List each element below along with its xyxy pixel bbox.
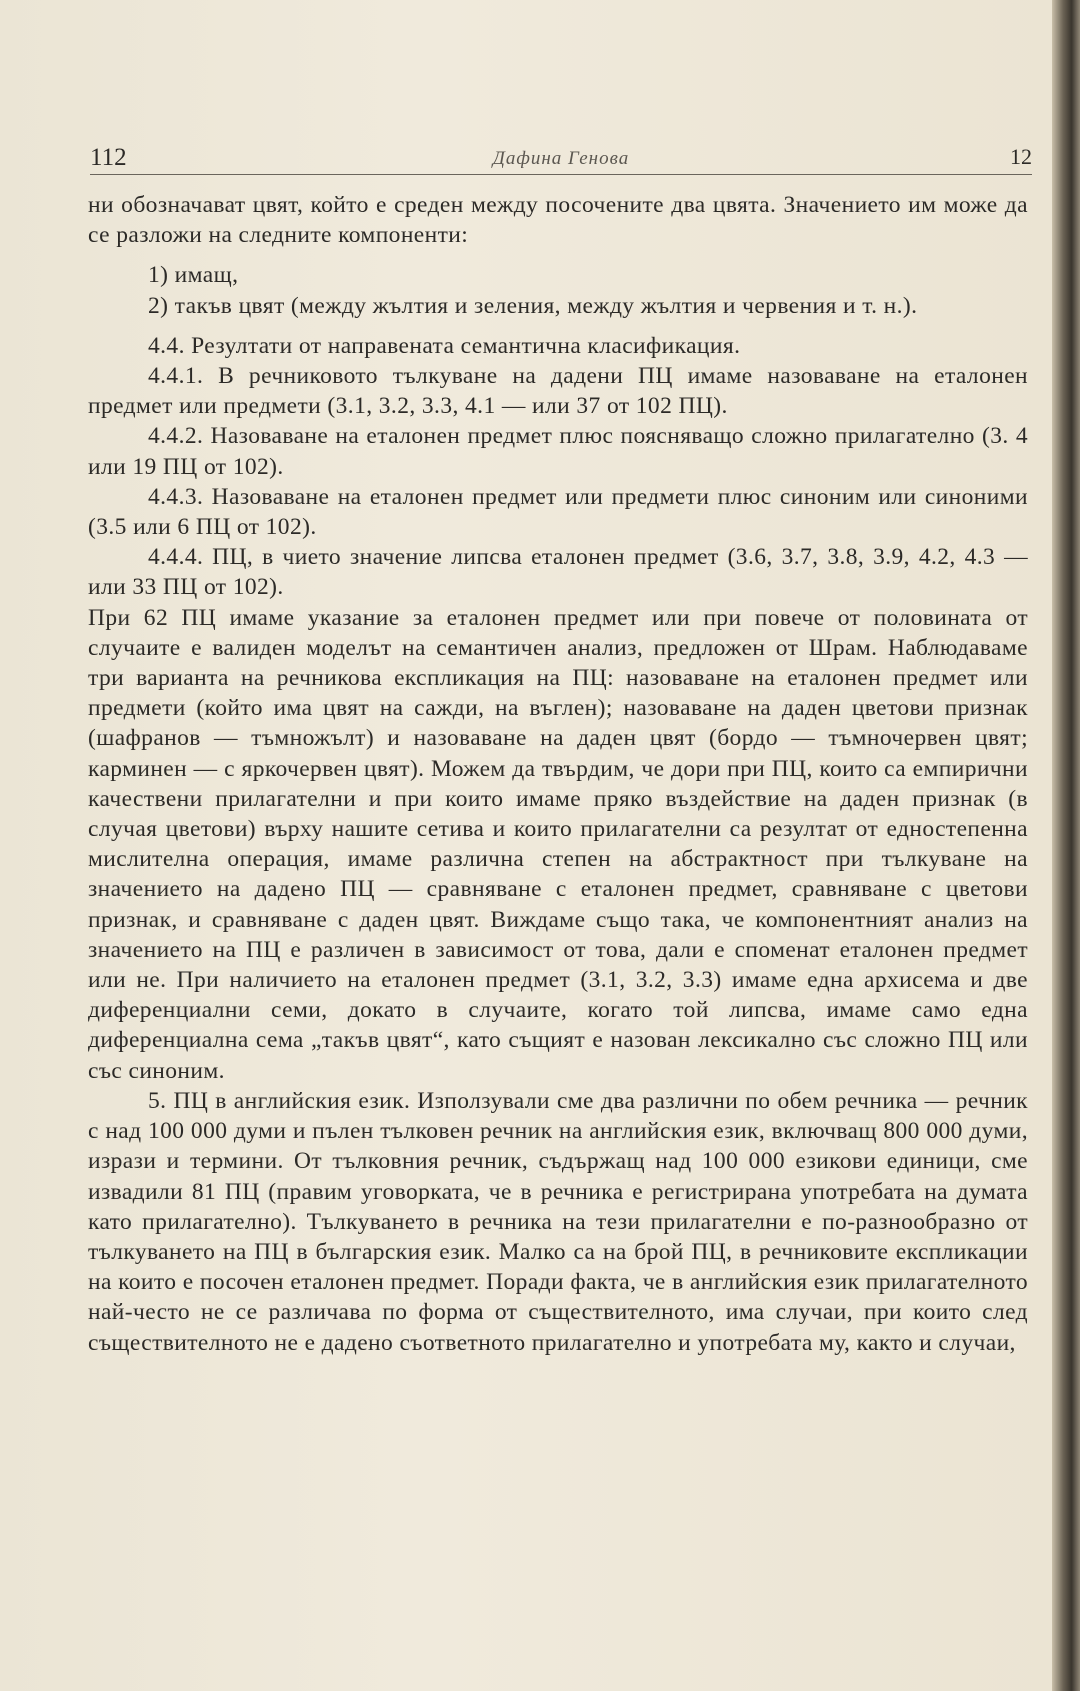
body-text	[88, 190, 1028, 1358]
running-title: Дафина Генова	[492, 148, 630, 169]
book-spine-shadow	[1052, 0, 1080, 1691]
section-heading: 4.4. Резултати от направената семантична класификация.	[148, 332, 741, 359]
paragraph: 4.4.2. Назоваване на еталонен предмет плюс поясняващо сложно прилагателно (3. 4 или 19 ПЦ от 102).	[88, 423, 1028, 480]
page-header	[90, 142, 1032, 176]
list-item: 1) имащ,	[148, 262, 239, 289]
paragraph: 4.4.1. В речниковото тълкуване на дадени ПЦ имаме назоваване на еталонен предмет или предмети (3.1, 3.2, 3.3, 4.1 — или 37 от 102 ПЦ).	[88, 363, 1028, 420]
paragraph: ни обозначават цвят, който е среден между посочените два цвята. Значението им може да се разложи на следните компоненти:	[88, 192, 1028, 249]
paragraph: 4.4.4. ПЦ, в чието значение липсва еталонен предмет (3.6, 3.7, 3.8, 3.9, 4.2, 4.3 — или 33 ПЦ от 102).	[88, 544, 1028, 601]
paragraph: При 62 ПЦ имаме указание за еталонен предмет или при повече от половината от случаите е валиден моделът на семантичен анализ, предложен от Шрам. Наблюдаваме три варианта на речникова експликация на ПЦ: назоваване на еталонен предмет или предмети (който има цвят на сажди, на въглен); назоваване на даден цветови признак (шафранов — тъмножълт) и назоваване на даден цвят (бордо — тъмночервен цвят; карминен — с яркочервен цвят). Можем да твърдим, че дори при ПЦ, които са емпирични качествени прилагателни и при които имаме пряко въздействие на даден признак (в случая цветови) върху нашите сетива и които прилагателни са резултат от едностепенна мислителна операция, имаме различна степен на абстрактност при тълкуване на значението на дадено ПЦ — сравняване с еталонен предмет, сравняване с цветови признак, и сравняване с даден цвят. Виждаме също така, че компонентният анализ на значението на ПЦ е различен в зависимост от това, дали е споменат еталонен предмет или не. При наличието на еталонен предмет (3.1, 3.2, 3.3) имаме една архисема и две диференциални семи, докато в случаите, когато той липсва, имаме само една диференциална сема „такъв цвят“, като същият е назован лексикално със сложно ПЦ или със синоним.	[88, 604, 1028, 1084]
page-number: 112	[90, 144, 127, 171]
paragraph: 4.4.3. Назоваване на еталонен предмет или предмети плюс синоним или синоними (3.5 или 6 ПЦ от 102).	[88, 483, 1028, 541]
paragraph: 5. ПЦ в английския език. Използували сме два различни по обем речника — речник с над 100 000 думи и пълен тълковен речник на английския език, включващ 800 000 думи, изрази и термини. От тълковния речник, съдържащ над 100 000 езикови единици, сме извадили 81 ПЦ (правим уговорката, че в речника е регистрирана употребата на думата като прилагателно). Тълкуването в речника на тези прилагателни е по-разнообразно от тълкуването на ПЦ в българския език. Малко са на брой ПЦ, в речниковите експликации на които е посочен еталонен предмет. Поради факта, че в английския език прилагателното най-често не се различава по форма от съществителното, има случаи, при които след съществителното не е дадено съответното прилагателно и употребата му, както и случаи,	[88, 1087, 1028, 1356]
header-right-mark: 12	[1010, 144, 1032, 169]
list-item: 2) такъв цвят (между жълтия и зеления, между жълтия и червения и т. н.).	[148, 292, 918, 319]
header-rule	[90, 174, 1032, 175]
